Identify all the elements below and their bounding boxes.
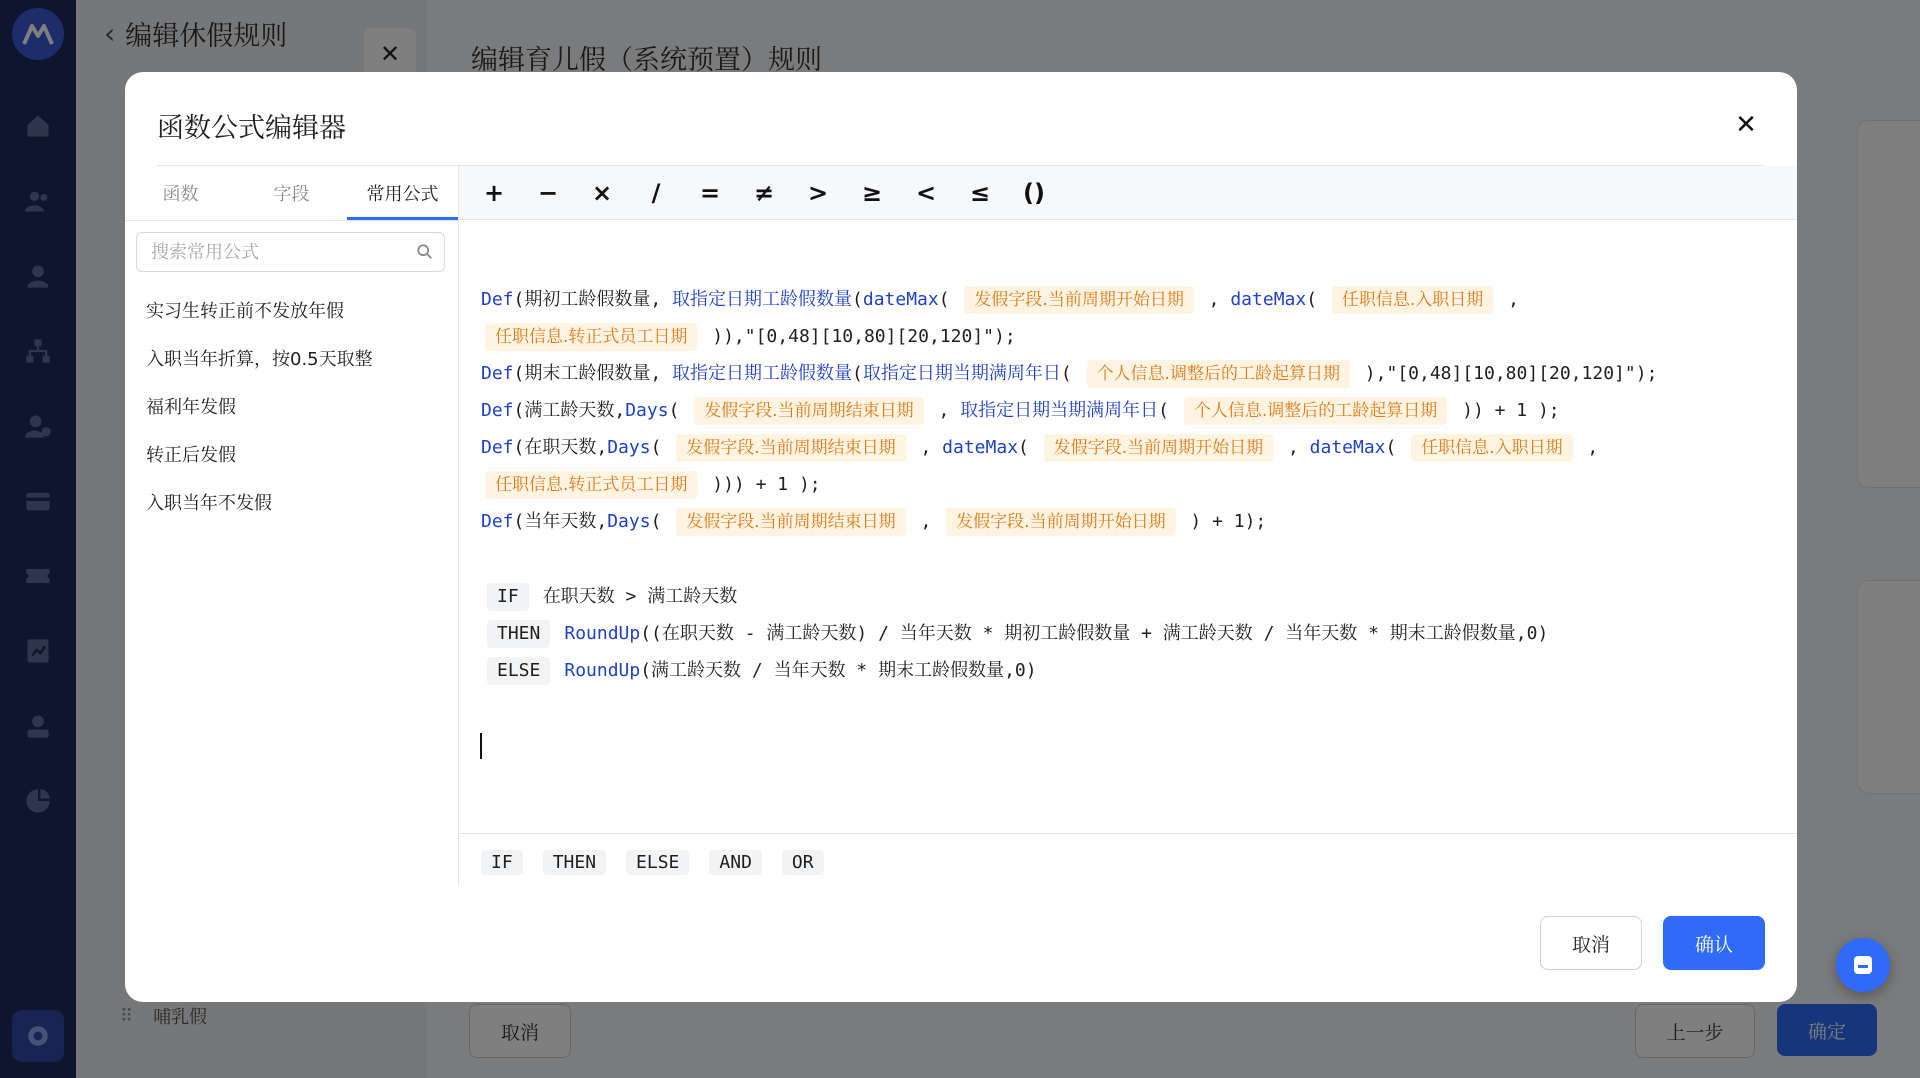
formula-item-welfare-year[interactable]: 福利年发假 [146, 397, 236, 418]
greater-equal-operator-button[interactable]: ≥ [861, 178, 883, 207]
formula-item-prorate[interactable]: 入职当年折算，按0.5天取整 [146, 349, 373, 370]
minus-operator-button[interactable]: − [537, 178, 559, 207]
field-chip[interactable]: 任职信息.入职日期 [1332, 286, 1493, 314]
keyword-chip: IF [487, 583, 529, 611]
common-formula-list [125, 288, 458, 528]
formula-editor[interactable] [459, 221, 1797, 833]
field-chip[interactable]: 个人信息.调整后的工龄起算日期 [1087, 360, 1350, 388]
code-line: Def(在职天数,Days( 发假字段.当前周期结束日期 , dateMax( 发假字段.当前周期开始日期 , dateMax( 任职信息.入职日期 , [481, 433, 1598, 463]
modal-title: 函数公式编辑器 [157, 113, 346, 144]
parentheses-operator-button[interactable]: () [1023, 178, 1045, 207]
keyword-and-button[interactable]: AND [709, 850, 762, 875]
not-equal-operator-button[interactable]: ≠ [753, 178, 775, 207]
field-chip[interactable]: 任职信息.入职日期 [1411, 434, 1572, 462]
close-icon[interactable]: ✕ [1735, 110, 1757, 140]
field-chip[interactable]: 发假字段.当前周期开始日期 [964, 286, 1193, 314]
less-than-operator-button[interactable]: < [915, 178, 937, 207]
code-line: Def(期末工龄假数量, 取指定日期工龄假数量(取指定日期当期满周年日( 个人信息.调整后的工龄起算日期 ),"[0,48][10,80][20,120]"); [481, 359, 1657, 389]
equal-operator-button[interactable]: = [699, 178, 721, 207]
divider [125, 220, 458, 221]
keyword-if-button[interactable]: IF [481, 850, 523, 875]
code-line: 任职信息.转正式员工日期 )),"[0,48][10,80][20,120]"); [481, 322, 1016, 352]
text-cursor [480, 733, 482, 759]
code-line: ELSE RoundUp(满工龄天数 / 当年天数 * 期末工龄假数量,0) [487, 656, 1037, 686]
keyword-or-button[interactable]: OR [782, 850, 824, 875]
chat-button[interactable] [1836, 938, 1890, 992]
search-box [136, 232, 445, 272]
search-input[interactable] [149, 241, 416, 264]
formula-item-after-regular[interactable]: 转正后发假 [146, 445, 236, 466]
multiply-operator-button[interactable]: × [591, 178, 613, 207]
less-equal-operator-button[interactable]: ≤ [969, 178, 991, 207]
keyword-toolbar [459, 833, 1797, 891]
field-chip[interactable]: 发假字段.当前周期结束日期 [676, 434, 905, 462]
search-icon[interactable] [416, 243, 434, 261]
tab-fields[interactable]: 字段 [273, 184, 310, 205]
confirm-button[interactable]: 确认 [1663, 916, 1765, 970]
greater-than-operator-button[interactable]: > [807, 178, 829, 207]
code-line: Def(当年天数,Days( 发假字段.当前周期结束日期 , 发假字段.当前周期开始日期 ) + 1); [481, 507, 1266, 537]
field-chip[interactable]: 发假字段.当前周期开始日期 [1044, 434, 1273, 462]
code-line: THEN RoundUp((在职天数 - 满工龄天数) / 当年天数 * 期初工龄假数量 + 满工龄天数 / 当年天数 * 期末工龄假数量,0) [487, 619, 1548, 649]
keyword-chip: ELSE [487, 657, 550, 685]
plus-operator-button[interactable]: + [483, 178, 505, 207]
cancel-button[interactable]: 取消 [1540, 916, 1642, 970]
divide-operator-button[interactable]: / [651, 178, 661, 207]
formula-sidebar [125, 166, 459, 886]
code-line: Def(期初工龄假数量, 取指定日期工龄假数量(dateMax( 发假字段.当前周期开始日期 , dateMax( 任职信息.入职日期 , [481, 285, 1519, 315]
field-chip[interactable]: 个人信息.调整后的工龄起算日期 [1184, 397, 1447, 425]
field-chip[interactable]: 发假字段.当前周期开始日期 [946, 508, 1175, 536]
tab-functions[interactable]: 函数 [162, 184, 199, 205]
keyword-chip: THEN [487, 620, 550, 648]
code-line: IF 在职天数 > 满工龄天数 [487, 582, 737, 612]
formula-item-no-leave[interactable]: 入职当年不发假 [146, 493, 272, 514]
operator-toolbar [459, 166, 1797, 220]
field-chip[interactable]: 发假字段.当前周期结束日期 [676, 508, 905, 536]
field-chip[interactable]: 任职信息.转正式员工日期 [485, 471, 697, 499]
formula-editor-modal [125, 72, 1797, 1002]
tab-bar [125, 166, 458, 220]
formula-item-intern[interactable]: 实习生转正前不发放年假 [146, 301, 344, 322]
field-chip[interactable]: 发假字段.当前周期结束日期 [694, 397, 923, 425]
keyword-then-button[interactable]: THEN [543, 850, 606, 875]
field-chip[interactable]: 任职信息.转正式员工日期 [485, 323, 697, 351]
tab-common-formulas[interactable]: 常用公式 [347, 166, 458, 220]
code-line: 任职信息.转正式员工日期 ))) + 1 ); [481, 470, 821, 500]
code-line: Def(满工龄天数,Days( 发假字段.当前周期结束日期 , 取指定日期当期满周年日( 个人信息.调整后的工龄起算日期 )) + 1 ); [481, 396, 1560, 426]
keyword-else-button[interactable]: ELSE [626, 850, 689, 875]
